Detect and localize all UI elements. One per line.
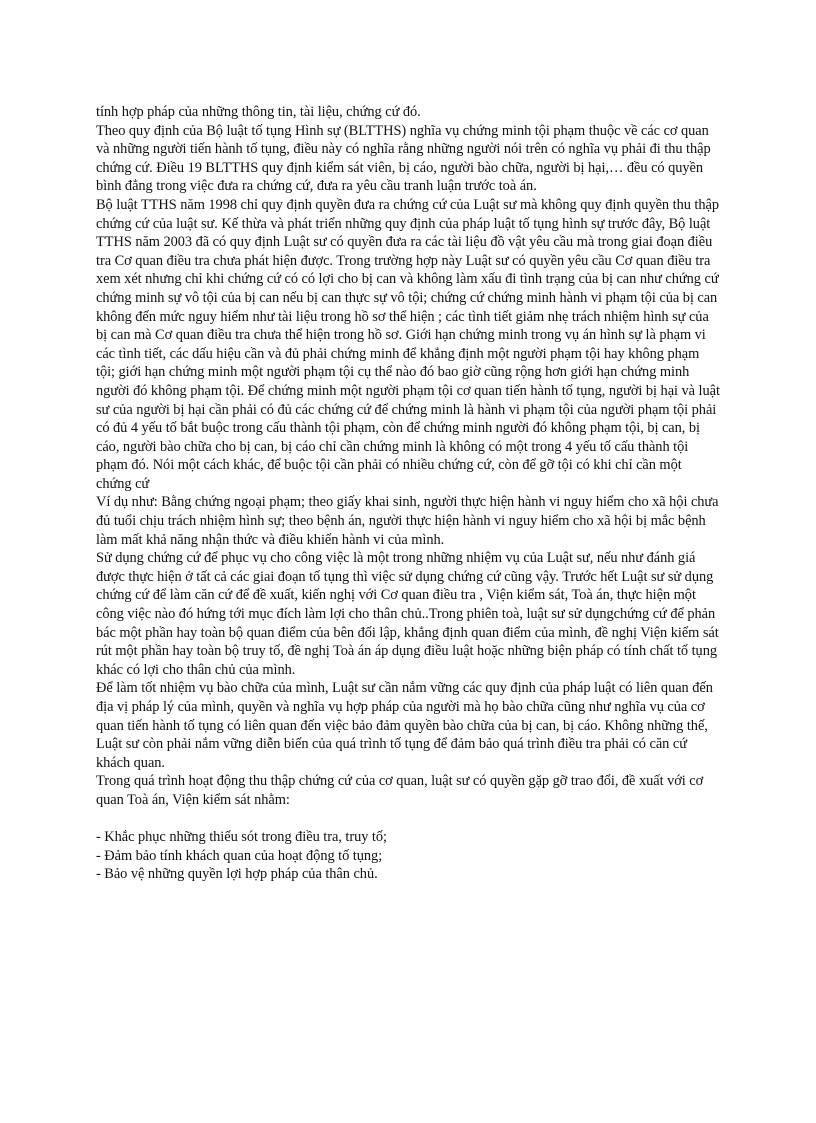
paragraph-use-of-evidence: Sử dụng chứng cứ để phục vụ cho công việc là một trong những nhiệm vụ của Luật sư, nếu như đánh giá được thực hiện ở tất cả các giai đoạn tố tụng thì việc sử dụng chứng cứ cũng vậy. Trước hết Luật sư sử dụng chứng cứ để làm căn cứ để đề xuất, kiến nghị với Cơ quan điều tra , Viện kiểm sát, Toà án, thực hiện một công việc nào đó hứng tới mục đích làm lợi cho thân chủ..Trong phiên toà, luật sư sử dụngchứng cứ để phản bác một phần hay toàn bộ quan điểm của bên đối lập, khẳng định quan điểm của mình, đề nghị Viện kiểm sát rút một phần hay toàn bộ truy tố, đề nghị Toà án áp dụng điều luật hoặc những biện pháp có tính chất tố tụng khác có lợi cho thân chủ của mình. [96,550,719,678]
paragraph-legitimacy: tính hợp pháp của những thông tin, tài liệu, chứng cứ đó. [96,104,421,120]
list-item: - Bảo vệ những quyền lợi hợp pháp của thân chủ. [96,866,378,883]
paragraph-example: Ví dụ như: Bằng chứng ngoại phạm; theo giấy khai sinh, người thực hiện hành vi nguy hiểm cho xã hội chưa đủ tuổi chịu trách nhiệm hình sự; theo bệnh án, người thực hiện hành vi nguy hiểm cho xã hội bị mắc bệnh làm mất khả năng nhận thức và điều khiển hành vi của mình. [96,494,719,548]
purpose-list [96,828,720,884]
paragraph-lawyer-rights: Trong quá trình hoạt động thu thập chứng cứ của cơ quan, luật sư có quyền gặp gỡ trao đổi, đề xuất với cơ quan Toà án, Viện kiểm sát nhằm: [96,773,704,808]
paragraph-evidence-collection: Bộ luật TTHS năm 1998 chỉ quy định quyền đưa ra chứng cứ của Luật sư mà không quy định quyền thu thập chứng cứ của luật sư. Kế thừa và phát triển những quy định của pháp luật tố tụng hình sự trước đây, Bộ luật TTHS năm 2003 đã có quy định Luật sư có quyền đưa ra các tài liệu đồ vật yêu cầu mà trong giai đoạn điều tra Cơ quan điều tra chưa phát hiện được. Trong trường hợp này Luật sư có quyền yêu cầu Cơ quan điều tra xem xét nhưng chỉ khi chứng cứ có có lợi cho bị can và không làm xấu đi tình trạng của bị can như chứng cứ chứng minh sự vô tội của bị can nếu bị can thực sự vô tội; chứng cứ chứng minh hành vi phạm tội của bị can không đến mức nguy hiểm như tài liệu trong hồ sơ thể hiện ; các tình tiết giảm nhẹ trách nhiệm hình sự của bị can mà Cơ quan điều tra chưa thể hiện trong hồ sơ. Giới hạn chứng minh trong vụ án hình sự là phạm vi các tình tiết, các dấu hiệu cần và đủ phải chứng minh để khẳng định một người phạm tội hay không phạm tội; giới hạn chứng minh một người phạm tội cụ thể nào đó bao giờ cũng rộng hơn giới hạn chứng minh người đó không phạm tội. Để chứng minh một người phạm tội cơ quan tiến hành tố tụng, người bị hại và luật sư của người bị hại cần phải có đủ các chứng cứ để chứng minh là hành vi phạm tội của người phạm tội phải có đủ 4 yếu tố bắt buộc trong cấu thành tội phạm, còn để chứng minh người đó không phạm tội, bị can, bị cáo, người bào chữa cho bị can, bị cáo chỉ cần chứng minh là không có một trong 4 yếu tố cấu thành tội phạm đó. Nói một cách khác, để buộc tội cần phải có nhiều chứng cứ, còn để gỡ tội có khi chỉ cần một chứng cứ [96,196,720,492]
blank-line [96,810,720,829]
document-page [96,103,720,884]
paragraph-burden-of-proof: Theo quy định của Bộ luật tố tụng Hình sự (BLTTHS) nghĩa vụ chứng minh tội phạm thuộc về các cơ quan và những người tiến hành tố tụng, điều này có nghĩa rằng những người nói trên có nghĩa vụ phải đi thu thập chứng cứ. Điều 19 BLTTHS quy định kiểm sát viên, bị cáo, người bào chữa, người bị hại,… đều có quyền bình đẳng trong việc đưa ra chứng cứ, đưa ra yêu cầu tranh luận trước toà án. [96,122,711,195]
list-item: - Đảm bảo tính khách quan của hoạt động tố tụng; [96,847,383,864]
paragraph-defense-duty: Để làm tốt nhiệm vụ bào chữa của mình, Luật sư cần nắm vững các quy định của pháp luật có liên quan đến địa vị pháp lý của mình, quyền và nghĩa vụ hợp pháp của người mà họ bào chữa cũng như nghĩa vụ của cơ quan tiến hành tố tụng có liên quan đến việc bảo đảm quyền bào chữa của bị can, bị cáo. Không những thế, Luật sư còn phải nắm vững diễn biến của quá trình tố tụng để đảm bảo quá trình điều tra phải có căn cứ khách quan. [96,680,713,771]
list-item: - Khắc phục những thiếu sót trong điều tra, truy tố; [96,829,387,846]
